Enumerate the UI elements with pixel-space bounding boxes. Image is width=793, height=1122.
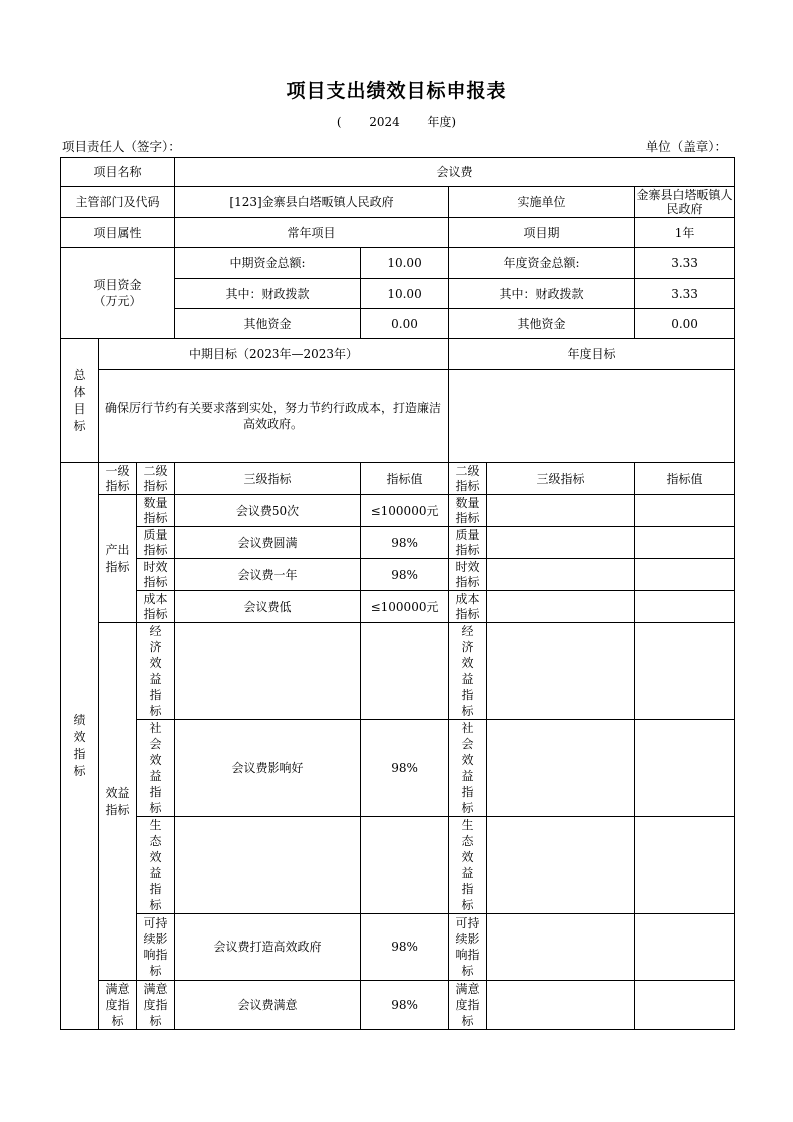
- row-value: 98%: [361, 527, 449, 559]
- goals-year-text: [449, 370, 735, 463]
- row-l3: 会议费满意: [175, 981, 361, 1030]
- mid-fiscal-label: 其中：财政拨款: [175, 279, 361, 309]
- table-row: [61, 914, 735, 981]
- row-value-year: [635, 527, 735, 559]
- row-l3-year: [487, 591, 635, 623]
- row-l3: 会议费影响好: [175, 720, 361, 817]
- row-value: [361, 817, 449, 914]
- goals-label-text: 总体目标: [73, 367, 86, 433]
- h-level2: 二级指标: [137, 463, 175, 495]
- row-l2-year: 数量指标: [449, 495, 487, 527]
- row-value-year: [635, 591, 735, 623]
- impl-value: 金寨县白塔畈镇人民政府: [635, 187, 735, 218]
- attr-label: 项目属性: [61, 218, 175, 248]
- row-l3: 会议费低: [175, 591, 361, 623]
- goals-mid-header: 中期目标（2023年—2023年）: [99, 339, 449, 370]
- row-l2-year: 成本指标: [449, 591, 487, 623]
- indicators-label-text: 绩效指标: [73, 713, 86, 778]
- row-l3-year: [487, 527, 635, 559]
- row-l2: 可持续影响指标: [137, 914, 175, 981]
- row-l3-year: [487, 720, 635, 817]
- row-l2: 社会效益指标: [137, 720, 175, 817]
- row-l2-year: 时效指标: [449, 559, 487, 591]
- year-total-label: 年度资金总额:: [449, 248, 635, 279]
- h-value: 指标值: [361, 463, 449, 495]
- row-value-year: [635, 495, 735, 527]
- row-l2: 经济效益指标: [137, 623, 175, 720]
- row-l3: [175, 817, 361, 914]
- project-name-label: 项目名称: [61, 158, 175, 187]
- h-level3: 三级指标: [175, 463, 361, 495]
- row-l3-year: [487, 559, 635, 591]
- row-l2: 数量指标: [137, 495, 175, 527]
- row-l2: 质量指标: [137, 527, 175, 559]
- row-l3: [175, 623, 361, 720]
- row-l2-year: 社会效益指标: [449, 720, 487, 817]
- year-value: 2024: [369, 115, 400, 129]
- row-l2: 成本指标: [137, 591, 175, 623]
- row-value: 98%: [361, 914, 449, 981]
- indicators-label: [61, 463, 99, 1030]
- table-row: [61, 817, 735, 914]
- row-l3-year: [487, 623, 635, 720]
- table-row: [61, 623, 735, 720]
- row-project-name: [61, 158, 735, 187]
- row-value: ≤100000元: [361, 495, 449, 527]
- effect-label: 效益指标: [99, 623, 137, 981]
- row-l2-year: 可持续影响指标: [449, 914, 487, 981]
- row-value-year: [635, 720, 735, 817]
- year-total-value: 3.33: [635, 248, 735, 279]
- row-value-year: [635, 623, 735, 720]
- year-other-value: 0.00: [635, 309, 735, 339]
- row-goals-content: [61, 370, 735, 463]
- goals-year-header: 年度目标: [449, 339, 735, 370]
- mid-other-value: 0.00: [361, 309, 449, 339]
- mid-fiscal-value: 10.00: [361, 279, 449, 309]
- h-value-year: 指标值: [635, 463, 735, 495]
- attr-value: 常年项目: [175, 218, 449, 248]
- row-l2-year: 经济效益指标: [449, 623, 487, 720]
- row-department: [61, 187, 735, 218]
- row-attribute: [61, 218, 735, 248]
- row-l2-year: 满意度指标: [449, 981, 487, 1030]
- mid-total-value: 10.00: [361, 248, 449, 279]
- row-value-year: [635, 981, 735, 1030]
- funds-label-text: 项目资金（万元）: [93, 278, 142, 308]
- year-other-label: 其他资金: [449, 309, 635, 339]
- h-level2-year: 二级指标: [449, 463, 487, 495]
- period-value: 1年: [635, 218, 735, 248]
- year-suffix: 年度): [427, 115, 457, 129]
- h-level3-year: 三级指标: [487, 463, 635, 495]
- row-value-year: [635, 914, 735, 981]
- output-label: 产出指标: [99, 495, 137, 623]
- row-l2-year: 质量指标: [449, 527, 487, 559]
- year-fiscal-label: 其中：财政拨款: [449, 279, 635, 309]
- funds-label: [61, 248, 175, 339]
- dept-label: 主管部门及代码: [61, 187, 175, 218]
- unit-label: 单位（盖章）：: [645, 139, 727, 154]
- row-goals-header: [61, 339, 735, 370]
- page-title: 项目支出绩效目标申报表: [286, 80, 507, 102]
- row-l3-year: [487, 817, 635, 914]
- row-indicators-header: [61, 463, 735, 495]
- row-l2: 满意度指标: [137, 981, 175, 1030]
- row-l3-year: [487, 914, 635, 981]
- row-value-year: [635, 559, 735, 591]
- row-l2: 生态效益指标: [137, 817, 175, 914]
- project-name-value: 会议费: [175, 158, 735, 187]
- goals-mid-text: 确保厉行节约有关要求落到实处，努力节约行政成本，打造廉洁高效政府。: [99, 370, 449, 463]
- row-l2: 时效指标: [137, 559, 175, 591]
- goals-label: [61, 339, 99, 463]
- row-l3-year: [487, 981, 635, 1030]
- row-value: 98%: [361, 720, 449, 817]
- satisfaction-label: 满意度指标: [99, 981, 137, 1030]
- row-value-year: [635, 817, 735, 914]
- row-l3: 会议费50次: [175, 495, 361, 527]
- impl-label: 实施单位: [449, 187, 635, 218]
- table-row: [61, 559, 735, 591]
- performance-form-table: [60, 157, 735, 1030]
- year-open: (: [336, 115, 342, 129]
- row-value: ≤100000元: [361, 591, 449, 623]
- row-value: 98%: [361, 559, 449, 591]
- row-funds-total: [61, 248, 735, 279]
- table-row: [61, 527, 735, 559]
- mid-total-label: 中期资金总额:: [175, 248, 361, 279]
- period-label: 项目期: [449, 218, 635, 248]
- dept-value: [123]金寨县白塔畈镇人民政府: [175, 187, 449, 218]
- row-l2-year: 生态效益指标: [449, 817, 487, 914]
- table-row: [61, 720, 735, 817]
- row-l3: 会议费圆满: [175, 527, 361, 559]
- table-row: [61, 981, 735, 1030]
- year-line: [0, 113, 793, 130]
- row-l3: 会议费一年: [175, 559, 361, 591]
- h-level1: 一级指标: [99, 463, 137, 495]
- table-row: [61, 591, 735, 623]
- row-l3-year: [487, 495, 635, 527]
- row-value: 98%: [361, 981, 449, 1030]
- row-l3: 会议费打造高效政府: [175, 914, 361, 981]
- responsible-label: 项目责任人（签字）：: [62, 139, 181, 154]
- mid-other-label: 其他资金: [175, 309, 361, 339]
- year-fiscal-value: 3.33: [635, 279, 735, 309]
- row-value: [361, 623, 449, 720]
- table-row: [61, 495, 735, 527]
